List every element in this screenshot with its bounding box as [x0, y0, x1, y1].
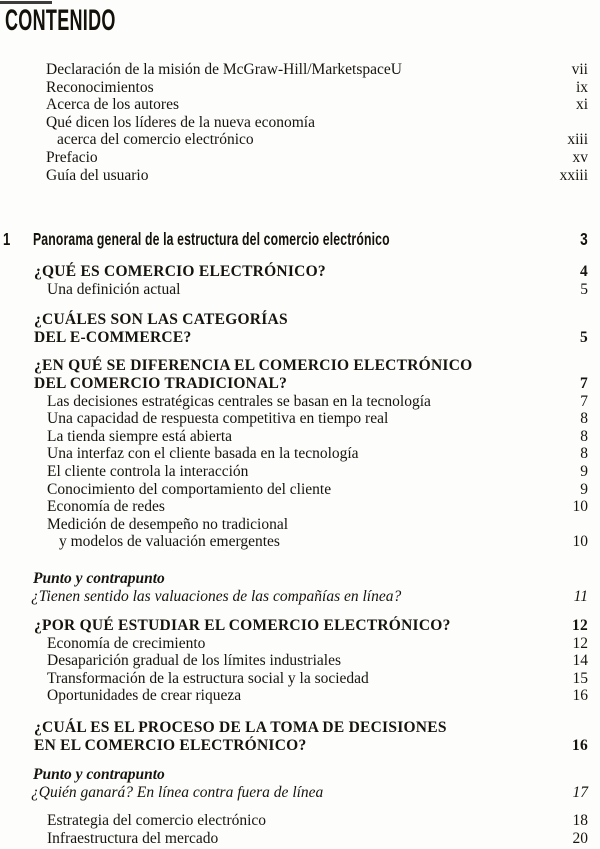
toc-entry-label: Qué dicen los líderes de la nueva economía: [46, 113, 315, 131]
section-heading: [0, 263, 588, 281]
toc-entry: [0, 428, 588, 446]
toc-entry-page: xxiii: [559, 166, 588, 184]
toc-entry-page: 17: [572, 783, 588, 801]
toc-entry-label: ¿CUÁL ES EL PROCESO DE LA TOMA DE DECISIONES: [34, 719, 447, 737]
toc-entry-label: Economía de crecimiento: [47, 634, 206, 652]
toc-entry-label: Punto y contrapunto: [33, 569, 165, 587]
toc-entry-label: Prefacio: [46, 148, 98, 166]
toc-entry-label: y modelos de valuación emergentes: [59, 533, 280, 551]
toc-entry-page: 15: [572, 669, 588, 687]
toc-entry-page: 18: [572, 812, 588, 830]
toc-entry-page: 12: [572, 617, 588, 635]
chapter-number: 1: [3, 229, 11, 249]
section-heading: [0, 617, 588, 635]
chapter-page: 3: [580, 229, 588, 249]
toc-entry-continuation: [0, 533, 588, 551]
toc-entry-label: ¿Tienen sentido las valuaciones de las compañías en línea?: [31, 587, 402, 605]
toc-entry: [0, 281, 588, 299]
toc-entry-label: ¿QUÉ ES COMERCIO ELECTRÓNICO?: [34, 263, 326, 280]
toc-entry: [0, 516, 588, 534]
toc-entry-page: 7: [580, 392, 588, 410]
toc-entry-page: 5: [580, 328, 588, 346]
toc-entry-label: Las decisiones estratégicas centrales se basan en la tecnología: [47, 392, 431, 410]
toc-entry: [0, 687, 588, 705]
toc-entry-page: xiii: [567, 131, 588, 149]
chapter-heading: [0, 229, 588, 251]
toc-entry-continuation: [0, 131, 588, 149]
toc-entry-label: Desaparición gradual de los límites industriales: [47, 652, 341, 670]
toc-entry-page: 4: [580, 263, 588, 280]
toc-entry-page: 8: [580, 410, 588, 428]
toc-entry-page: 12: [572, 634, 588, 652]
section-heading-continuation: [0, 329, 588, 347]
chapter-toc-list: [0, 263, 588, 848]
toc-entry-label: Punto y contrapunto: [33, 766, 165, 784]
toc-entry: [0, 463, 588, 481]
toc-entry-label: La tienda siempre está abierta: [47, 427, 233, 445]
toc-entry: [0, 830, 588, 848]
toc-entry-label: ¿EN QUÉ SE DIFERENCIA EL COMERCIO ELECTRÓNICO: [34, 357, 473, 375]
toc-entry-label: DEL COMERCIO TRADICIONAL?: [34, 374, 288, 392]
section-heading-continuation: [0, 375, 588, 393]
toc-entry-label: Acerca de los autores: [46, 96, 179, 114]
toc-entry: [0, 167, 588, 185]
toc-entry: [0, 61, 588, 79]
toc-entry-page: xv: [572, 148, 588, 166]
toc-entry-label: EN EL COMERCIO ELECTRÓNICO?: [34, 736, 307, 754]
toc-entry-label: Economía de redes: [47, 498, 165, 516]
toc-entry-label: Una definición actual: [47, 280, 181, 298]
toc-entry-page: 11: [573, 587, 588, 605]
toc-entry-label: Conocimiento del comportamiento del cliente: [47, 480, 332, 498]
section-heading: [0, 719, 588, 737]
toc-entry-label: Medición de desempeño no tradicional: [47, 515, 289, 533]
toc-entry-page: 8: [580, 445, 588, 463]
toc-entry: [0, 96, 588, 114]
toc-entry-page: 5: [580, 280, 588, 298]
toc-entry: [0, 652, 588, 670]
toc-entry: [0, 149, 588, 167]
toc-entry-label: Infraestructura del mercado: [47, 830, 219, 848]
sidebar-feature-subtitle: [0, 784, 588, 802]
toc-entry-label: El cliente controla la interacción: [47, 462, 249, 480]
toc-entry-label: Declaración de la misión de McGraw-Hill/MarketspaceU: [46, 61, 402, 78]
toc-entry-page: 20: [572, 830, 588, 848]
toc-entry: [0, 445, 588, 463]
toc-entry-page: 9: [580, 480, 588, 498]
sidebar-feature-title: [0, 570, 588, 588]
toc-entry-label: ¿CUÁLES SON LAS CATEGORÍAS: [34, 311, 288, 329]
toc-entry-page: 9: [580, 462, 588, 480]
toc-entry-label: Reconocimientos: [46, 78, 154, 96]
toc-entry-page: ix: [575, 78, 588, 96]
toc-entry-label: Una capacidad de respuesta competitiva en tiempo real: [47, 410, 389, 428]
section-heading: [0, 311, 588, 329]
toc-entry: [0, 393, 588, 411]
toc-entry-page: 8: [580, 427, 588, 445]
toc-entry-page: vii: [571, 61, 588, 78]
toc-entry-label: ¿Quién ganará? En línea contra fuera de línea: [31, 783, 324, 801]
toc-entry-page: 7: [580, 374, 588, 392]
toc-entry: [0, 635, 588, 653]
chapter-title: Panorama general de la estructura del comercio electrónico: [33, 229, 390, 249]
toc-entry: [0, 79, 588, 97]
toc-entry-page: 16: [572, 687, 588, 705]
toc-entry-label: DEL E-COMMERCE?: [34, 328, 192, 346]
toc-entry-label: Estrategia del comercio electrónico: [47, 812, 267, 830]
toc-entry-label: Guía del usuario: [46, 166, 149, 184]
sidebar-feature-title: [0, 766, 588, 784]
toc-entry: [0, 481, 588, 499]
toc-entry: [0, 670, 588, 688]
toc-entry-label: ¿POR QUÉ ESTUDIAR EL COMERCIO ELECTRÓNICO?: [34, 617, 451, 635]
toc-entry-page: 14: [572, 652, 588, 670]
toc-entry-label: Oportunidades de crear riqueza: [47, 687, 242, 705]
section-heading-continuation: [0, 737, 588, 755]
toc-entry: [0, 812, 588, 830]
toc-entry-page: xi: [575, 96, 588, 114]
toc-entry: [0, 410, 588, 428]
sidebar-feature-subtitle: [0, 588, 588, 606]
contents-title: CONTENIDO: [5, 4, 116, 37]
toc-entry: [0, 114, 588, 132]
toc-entry-label: acerca del comercio electrónico: [57, 131, 254, 149]
section-heading: [0, 357, 588, 375]
toc-entry-page: 10: [572, 533, 588, 551]
toc-entry: [0, 498, 588, 516]
toc-entry-label: Transformación de la estructura social y la sociedad: [47, 669, 369, 687]
toc-entry-label: Una interfaz con el cliente basada en la tecnología: [47, 445, 359, 463]
front-matter-list: [0, 61, 588, 184]
toc-entry-page: 16: [572, 736, 588, 754]
toc-entry-page: 10: [572, 498, 588, 516]
